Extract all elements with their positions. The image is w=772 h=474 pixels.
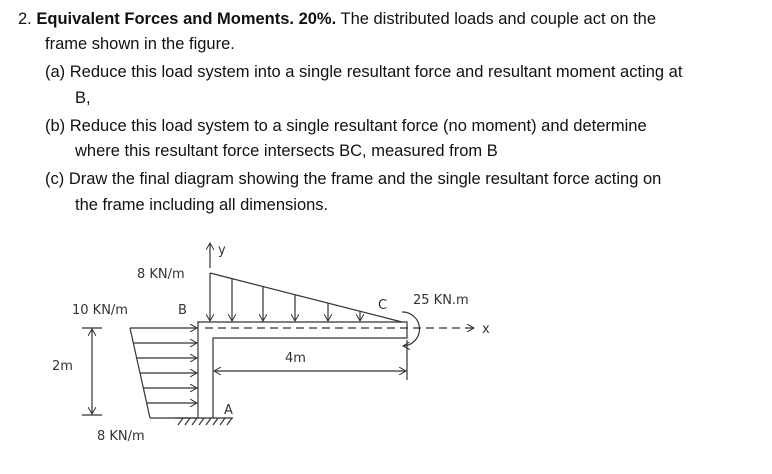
part-label: (b) — [45, 117, 66, 135]
part-b-cont: where this resultant force intersects BC, measured from B — [75, 142, 498, 160]
part-label: (a) — [45, 63, 66, 81]
left-load-bottom-label: 8 KN/m — [97, 429, 145, 444]
height-dimension — [82, 328, 102, 415]
length-label: 4m — [285, 351, 306, 366]
question-intro: The distributed loads and couple act on the — [340, 10, 657, 28]
x-axis-label: x — [482, 322, 490, 337]
part-label: (c) — [45, 170, 65, 188]
point-c-label: C — [378, 298, 388, 313]
point-b-label: B — [178, 303, 187, 318]
part-text: Draw the final diagram showing the frame and the single resultant force acting on — [68, 170, 662, 188]
part-c-cont: the frame including all dimensions. — [75, 196, 329, 214]
left-load-top-label: 10 KN/m — [72, 303, 128, 318]
length-dimension — [214, 340, 407, 380]
top-load-label: 8 KN/m — [137, 267, 185, 282]
point-a-label: A — [224, 403, 233, 418]
question-title: Equivalent Forces and Moments. 20%. — [36, 10, 337, 28]
y-axis-label: y — [218, 243, 226, 258]
part-text: Reduce this load system into a single resultant force and resultant moment acting at — [69, 63, 683, 81]
ground-support — [175, 418, 233, 425]
moment-label: 25 KN.m — [413, 293, 469, 308]
trapezoidal-load — [130, 328, 197, 418]
triangular-load — [210, 273, 402, 322]
question-intro-2: frame shown in the figure. — [45, 35, 235, 53]
height-label: 2m — [52, 359, 73, 374]
moment-arrow — [402, 312, 420, 346]
part-text: Reduce this load system to a single resultant force (no moment) and determine — [69, 117, 647, 135]
question-number: 2. — [18, 10, 32, 28]
part-a-cont: B, — [75, 89, 91, 107]
